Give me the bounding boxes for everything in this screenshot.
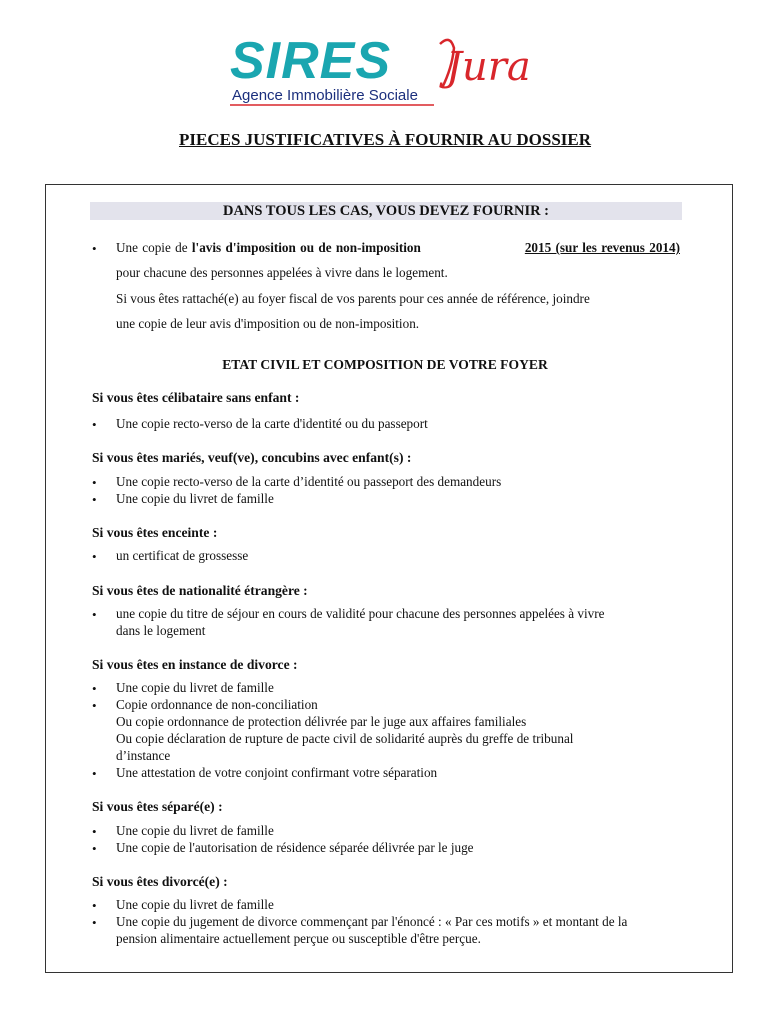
list-item: Une copie de l'autorisation de résidence séparée délivrée par le juge [116, 840, 474, 855]
heading-foreign: Si vous êtes de nationalité étrangère : [92, 583, 308, 598]
heading-pregnant: Si vous êtes enceinte : [92, 525, 218, 540]
list-item: Une copie du jugement de divorce commençant par l'énoncé : « Par ces motifs » et montant de la [116, 914, 628, 929]
list-sub-line: d’instance [116, 748, 171, 763]
bullet: • [92, 492, 97, 507]
bullet: • [92, 681, 97, 696]
intro-line-4: une copie de leur avis d'imposition ou de non-imposition. [116, 316, 420, 331]
list-sub-line: Ou copie déclaration de rupture de pacte civil de solidarité auprès du greffe de tribunal [116, 731, 574, 746]
sires-jura-logo [228, 34, 548, 108]
intro-line-1 [116, 239, 680, 256]
list-item: Une copie du livret de famille [116, 680, 274, 695]
page-title: PIECES JUSTIFICATIVES À FOURNIR AU DOSSIER [178, 130, 592, 149]
list-item: Une copie du livret de famille [116, 897, 274, 912]
heading-separated: Si vous êtes séparé(e) : [92, 799, 223, 814]
list-item: Une copie du livret de famille [116, 491, 274, 506]
bullet: • [92, 607, 97, 622]
intro-prefix: Une copie de [116, 240, 192, 255]
bullet: • [92, 698, 97, 713]
intro-line-3: Si vous êtes rattaché(e) au foyer fiscal de vos parents pour ces année de référence, joindre [116, 291, 590, 306]
logo-region: Jura [446, 44, 531, 90]
bullet: • [92, 915, 97, 930]
bullet: • [92, 841, 97, 856]
list-item: Une copie recto-verso de la carte d'identité ou du passeport [116, 416, 428, 431]
intro-year: 2015 (sur les revenus 2014) [524, 240, 680, 255]
intro-tax-notice: l'avis d'imposition ou de non-imposition [191, 240, 421, 255]
heading-divorced: Si vous êtes divorcé(e) : [92, 874, 228, 889]
list-item: Une attestation de votre conjoint confirmant votre séparation [116, 765, 438, 780]
intro-line-2: pour chacune des personnes appelées à vivre dans le logement. [116, 265, 448, 280]
bullet: • [92, 417, 97, 432]
list-item: une copie du titre de séjour en cours de validité pour chacune des personnes appelées à vivre [116, 606, 605, 621]
banner-all-cases: DANS TOUS LES CAS, VOUS DEVEZ FOURNIR : [90, 202, 682, 220]
logo-brand: SIRES [230, 34, 392, 90]
bullet: • [92, 766, 97, 781]
list-item: Une copie du livret de famille [116, 823, 274, 838]
list-item: Une copie recto-verso de la carte d’identité ou passeport des demandeurs [116, 474, 502, 489]
list-item-continuation: pension alimentaire actuellement perçue ou susceptible d'être perçue. [116, 931, 481, 946]
list-item: Copie ordonnance de non-conciliation [116, 697, 318, 712]
bullet: • [92, 898, 97, 913]
bullet: • [92, 549, 97, 564]
bullet: • [92, 824, 97, 839]
bullet: • [92, 475, 97, 490]
list-item-continuation: dans le logement [116, 623, 206, 638]
list-sub-line: Ou copie ordonnance de protection délivrée par le juge aux affaires familiales [116, 714, 527, 729]
heading-divorce-pending: Si vous êtes en instance de divorce : [92, 657, 298, 672]
logo-subtitle: Agence Immobilière Sociale [232, 87, 418, 104]
section-title: ETAT CIVIL ET COMPOSITION DE VOTRE FOYER [222, 357, 548, 372]
list-item: un certificat de grossesse [116, 548, 249, 563]
bullet: • [92, 241, 97, 256]
heading-married: Si vous êtes mariés, veuf(ve), concubins avec enfant(s) : [92, 450, 412, 465]
heading-single: Si vous êtes célibataire sans enfant : [92, 390, 300, 405]
